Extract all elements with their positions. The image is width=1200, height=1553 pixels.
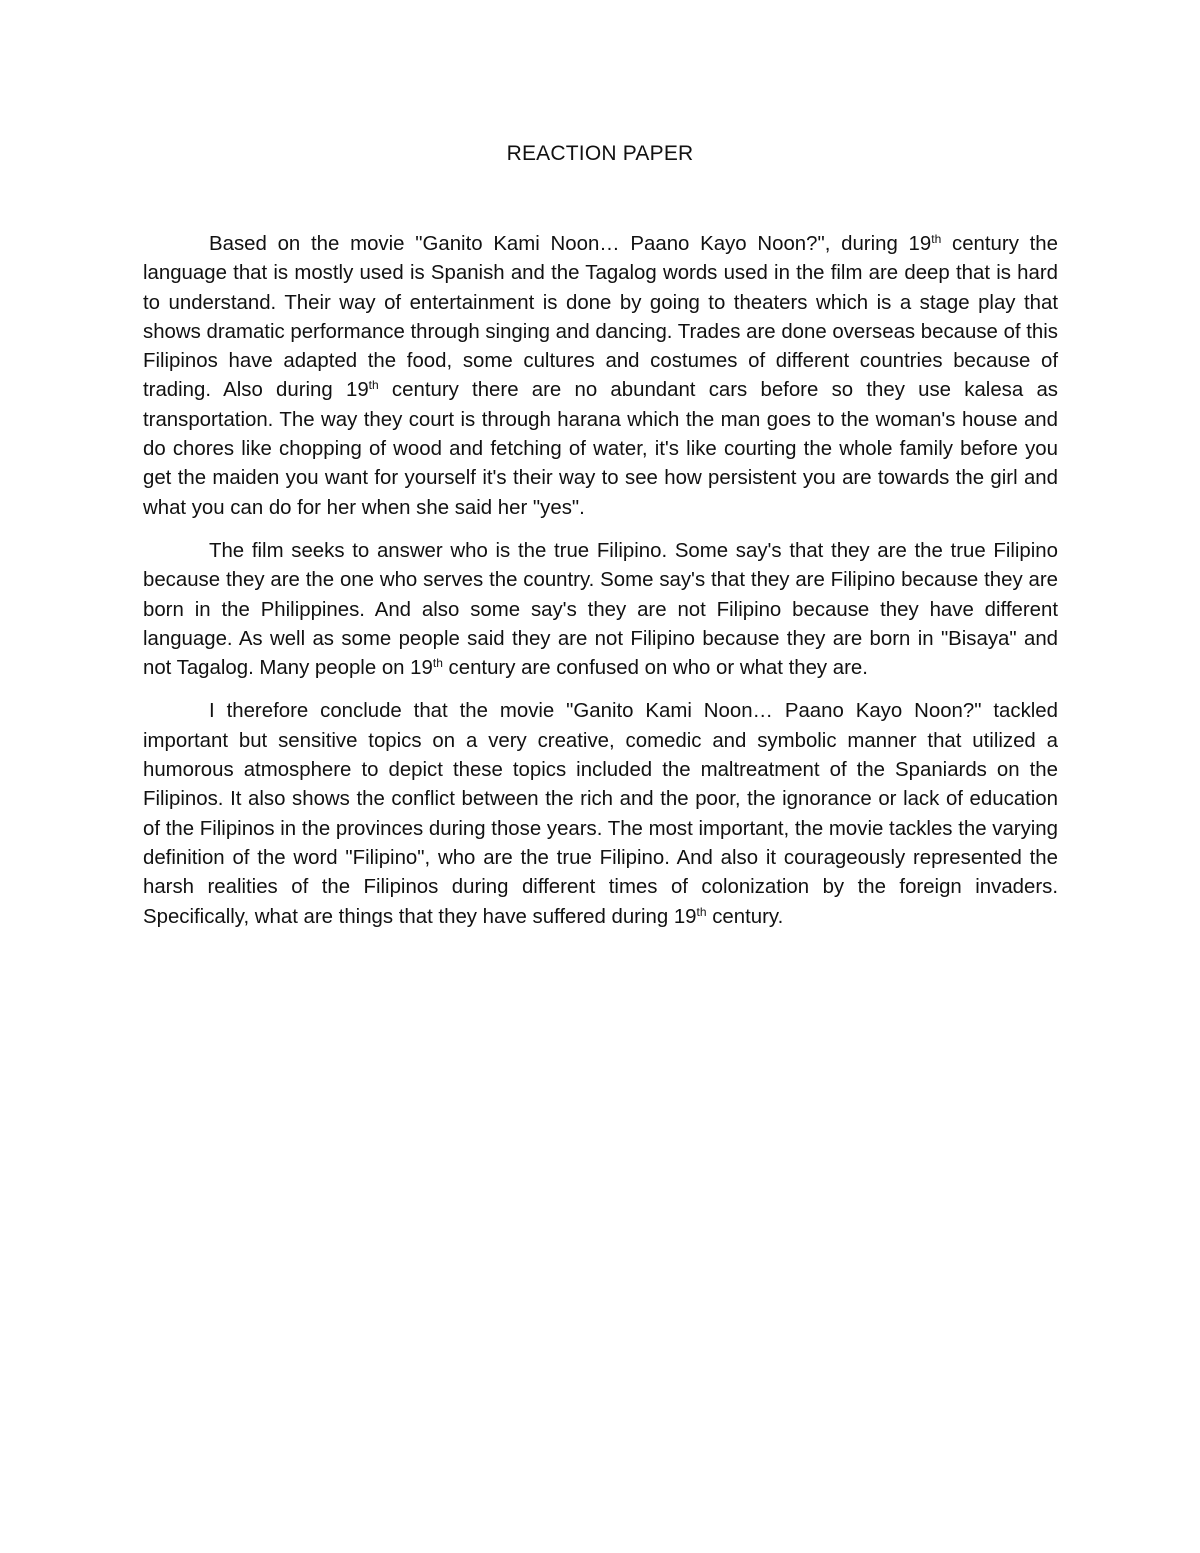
paragraph-text: century the language that is mostly used is Spanish and the Tagalog words used in the film are deep that is hard to understand. Their way of entertainment is done by going to theaters which is a stage play that shows dramatic performance through singing and dancing. Trades are done overseas because of this Filipinos have adapted the food, some cultures and costumes of different countries because of trading. Also during 19 xyxy=(143,233,1058,402)
paragraph-1 xyxy=(143,230,1058,523)
document-title: REACTION PAPER xyxy=(506,142,694,165)
paragraph-3 xyxy=(143,697,1058,931)
ordinal-suffix: th xyxy=(931,232,942,246)
paragraph-text: century there are no abundant cars before so they use kalesa as transportation. The way they court is through harana which the man goes to the woman's house and do chores like chopping of wood and fetching of water, it's like courting the whole family before you get the maiden you want for yourself it's their way to see how persistent you are towards the girl and what you can do for her when she said her "yes". xyxy=(143,379,1058,519)
ordinal-suffix: th xyxy=(368,378,379,393)
ordinal-suffix: th xyxy=(432,656,443,671)
paragraph-text: I therefore conclude that the movie "Ganito Kami Noon… Paano Kayo Noon?" tackled important but sensitive topics on a very creative, comedic and symbolic manner that utilized a humorous atmosphere to depict these topics included the maltreatment of the Spaniards on the Filipinos. It also shows the conflict between the rich and the poor, the ignorance or lack of education of the Filipinos in the provinces during those years. The most important, the movie tackles the varying definition of the word "Filipino", who are the true Filipino. And also it courageously represented the harsh realities of the Filipinos during different times of colonization by the foreign invaders. Specifically, what are things that they have suffered during 19 xyxy=(143,700,1058,928)
paragraph-text: The film seeks to answer who is the true Filipino. Some say's that they are the true Filipino because they are the one who serves the country. Some say's that they are Filipino because they are born in the Philippines. And also some say's they are not Filipino because they have different language. As well as some people said they are not Filipino because they are born in "Bisaya" and not Tagalog. Many people on 19 xyxy=(143,539,1058,680)
paragraph-text: century are confused on who or what they are. xyxy=(442,657,868,680)
paragraph-2 xyxy=(143,537,1058,683)
document-body xyxy=(143,230,1058,946)
ordinal-suffix: th xyxy=(696,904,707,919)
paragraph-text: Based on the movie "Ganito Kami Noon… Paano Kayo Noon?", during 19 xyxy=(209,233,932,255)
paragraph-text: century. xyxy=(706,905,784,928)
